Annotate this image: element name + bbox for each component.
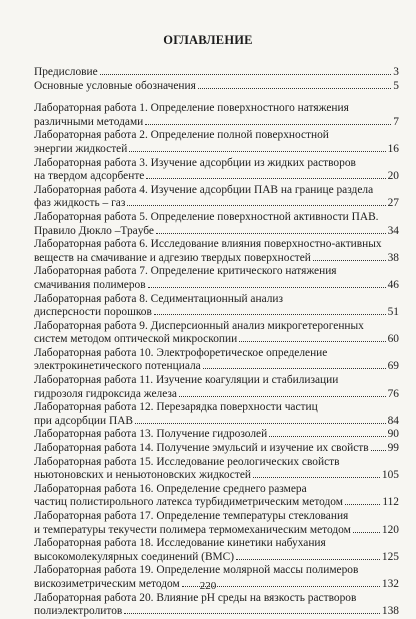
toc-entry-last-line	[34, 252, 399, 266]
toc-entry-title-line: Основные условные обозначения	[34, 79, 196, 92]
toc-entry-last-line	[34, 143, 399, 157]
toc-entry-title-line: Лабораторная работа 12. Перезарядка поверхности частиц	[34, 401, 318, 414]
toc-entry-page-number: 34	[387, 224, 399, 237]
toc-entry-title-line: Лабораторная работа 10. Электрофоретическое определение	[34, 346, 328, 359]
toc-entry-title-line: Лабораторная работа 6. Исследование влияния поверхностно-активных	[34, 238, 382, 251]
toc-entry[interactable]	[34, 510, 399, 537]
dot-leader	[236, 559, 380, 560]
toc-entry-title-line: смачивания полимеров	[34, 278, 146, 291]
dot-leader	[253, 477, 380, 478]
toc-entry-last-line	[34, 197, 399, 211]
toc-entry-title-line: Лабораторная работа 4. Изучение адсорбции ПАВ на границе раздела	[34, 183, 374, 196]
table-of-contents	[34, 66, 399, 619]
toc-entry-title-line: частиц полистирольного латекса турбидиметрическим методом	[34, 496, 343, 509]
toc-entry[interactable]	[34, 102, 399, 129]
dot-leader	[124, 613, 380, 614]
toc-entry-page-number: 112	[382, 496, 399, 509]
toc-entry-page-number: 76	[387, 387, 399, 400]
toc-entry-title-line: Лабораторная работа 8. Седиментационный анализ	[34, 292, 284, 305]
toc-entry[interactable]	[34, 374, 399, 401]
toc-entry[interactable]	[34, 238, 399, 265]
toc-entry-title-line: Лабораторная работа 14. Получение эмульсий и изучение их свойств	[34, 442, 369, 455]
toc-entry-title-line: гидрозоля гидроксида железа	[34, 387, 177, 400]
toc-entry-title-line: на твердом адсорбенте	[34, 170, 145, 183]
toc-entry-title-line: вискозиметрическим методом	[34, 577, 180, 590]
toc-entry[interactable]	[34, 293, 399, 320]
toc-entry-page-number: 3	[393, 66, 399, 78]
toc-entry-title-line: Лабораторная работа 18. Исследование кинетики набухания	[34, 537, 326, 550]
dot-leader	[146, 178, 385, 179]
toc-entry-title-line: Лабораторная работа 17. Определение температуры стеклования	[34, 510, 349, 522]
toc-entry-title-line: и температуры текучести полимера термомеханическим методом	[34, 523, 351, 536]
toc-entry-last-line	[34, 469, 399, 483]
dot-leader	[239, 341, 385, 342]
toc-entry-page-number: 38	[387, 251, 399, 264]
toc-entry-page-number: 20	[387, 170, 399, 183]
toc-entry-last-line	[34, 333, 399, 347]
dot-leader	[313, 260, 386, 261]
toc-entry-page-number: 69	[387, 360, 399, 373]
toc-entry-page-number: 125	[381, 550, 399, 563]
toc-entry-last-line	[34, 551, 399, 565]
dot-leader	[148, 287, 386, 288]
toc-entry-title-line: высокомолекулярных соединений (ВМС)	[34, 550, 235, 563]
toc-entry-title-line: Лабораторная работа 3. Изучение адсорбции из жидких растворов	[34, 156, 356, 169]
dot-leader	[269, 436, 385, 437]
toc-entry-page-number: 16	[387, 142, 399, 155]
toc-entry[interactable]	[34, 428, 399, 442]
toc-entry-title-line: Лабораторная работа 2. Определение полной поверхностной	[34, 129, 329, 142]
toc-entry-last-line	[34, 279, 399, 293]
toc-entry-title-line: веществ на смачивание и адгезию твердых поверхностей	[34, 251, 311, 264]
dot-leader	[353, 532, 380, 533]
toc-entry-last-line	[34, 80, 399, 94]
toc-entry[interactable]	[34, 592, 399, 619]
toc-entry-title-line: Лабораторная работа 16. Определение среднего размера	[34, 482, 307, 495]
toc-entry-title-line: энергии жидкостей	[34, 142, 128, 155]
toc-entry-title-line: Лабораторная работа 13. Получение гидрозолей	[34, 428, 268, 441]
toc-entry-page-number: 27	[387, 197, 399, 210]
dot-leader	[203, 368, 386, 369]
toc-entry-last-line	[34, 388, 399, 402]
toc-entry[interactable]	[34, 320, 399, 347]
toc-entry-title-line: полиэлектролитов	[34, 605, 123, 618]
dot-leader	[345, 504, 380, 505]
toc-entry[interactable]	[34, 184, 399, 211]
dot-leader	[198, 88, 391, 89]
toc-entry-page-number: 120	[381, 523, 399, 536]
toc-entry-title-line: Лабораторная работа 9. Дисперсионный анализ микрогетерогенных	[34, 319, 364, 332]
toc-entry-title-line: Правило Дюкло –Трaубе	[34, 224, 154, 237]
dot-leader	[371, 450, 386, 451]
dot-leader	[100, 74, 392, 75]
dot-leader	[127, 205, 385, 206]
toc-entry-page-number: 7	[393, 115, 399, 128]
toc-entry-title-line: различными методами	[34, 115, 144, 128]
toc-entry[interactable]	[34, 347, 399, 374]
toc-entry-last-line	[34, 225, 399, 239]
toc-entry-page-number: 46	[387, 278, 399, 291]
toc-entry-last-line	[34, 116, 399, 130]
toc-entry[interactable]	[34, 211, 399, 238]
toc-entry-title-line: Лабораторная работа 15. Исследование реологических свойств	[34, 455, 340, 468]
toc-entry-title-line: при адсорбции ПАВ	[34, 414, 134, 427]
toc-entry[interactable]	[34, 157, 399, 184]
toc-entry[interactable]	[34, 537, 399, 564]
toc-entry[interactable]	[34, 80, 399, 94]
dot-leader	[156, 233, 386, 234]
dot-leader	[129, 151, 385, 152]
toc-entry-title-line: Лабораторная работа 5. Определение поверхностной активности ПАВ.	[34, 210, 379, 223]
dot-leader	[179, 396, 386, 397]
toc-entry-last-line	[34, 496, 399, 510]
toc-entry[interactable]	[34, 442, 399, 456]
toc-entry-page-number: 60	[387, 333, 399, 346]
dot-leader	[135, 423, 386, 424]
toc-entry[interactable]	[34, 401, 399, 428]
toc-entry-page-number: 5	[393, 79, 399, 92]
page-title: ОГЛАВЛЕНИЕ	[163, 33, 253, 47]
toc-entry-page-number: 84	[387, 414, 399, 427]
toc-entry-title-line: Лабораторная работа 7. Определение критического натяжения	[34, 265, 337, 278]
toc-entry-page-number: 138	[381, 605, 399, 618]
toc-entry-title-line: фаз жидкость – газ	[34, 197, 126, 210]
toc-entry-page-number: 90	[387, 428, 399, 441]
toc-entry-last-line	[34, 524, 399, 538]
toc-entry-page-number: 105	[381, 469, 399, 482]
toc-entry-title-line: Лабораторная работа 1. Определение поверхностного натяжения	[34, 102, 349, 115]
page-number: 220	[199, 580, 217, 592]
toc-entry[interactable]	[34, 456, 399, 483]
toc-entry-title-line: систем методом оптической микроскопии	[34, 333, 238, 346]
toc-entry-page-number: 132	[381, 577, 399, 590]
toc-entry-title-line: Лабораторная работа 11. Изучение коагуляции и стабилизации	[34, 374, 339, 387]
toc-entry-last-line	[34, 428, 399, 442]
toc-entry[interactable]	[34, 265, 399, 292]
toc-entry-page-number: 51	[387, 306, 399, 319]
toc-entry-title-line: ньютоновских и неньютоновских жидкостей	[34, 469, 251, 482]
toc-entry-last-line	[34, 360, 399, 374]
toc-entry-last-line	[34, 170, 399, 184]
toc-entry-last-line	[34, 306, 399, 320]
toc-entry-last-line	[34, 415, 399, 429]
toc-entry[interactable]	[34, 483, 399, 510]
toc-entry-title-line: электрокинетического потенциала	[34, 360, 201, 373]
toc-entry-title-line: Лабораторная работа 20. Влияние рН среды на вязкость растворов	[34, 591, 357, 604]
toc-entry-title-line: Предисловие	[34, 66, 98, 78]
toc-entry-last-line	[34, 66, 399, 80]
toc-entry-page-number: 99	[387, 442, 399, 455]
toc-entry-title-line: Лабораторная работа 19. Определение молярной массы полимеров	[34, 564, 359, 577]
toc-entry-last-line	[34, 442, 399, 456]
toc-entry[interactable]	[34, 66, 399, 80]
toc-entry-title-line: дисперсности порошков	[34, 306, 152, 319]
dot-leader	[154, 314, 386, 315]
dot-leader	[145, 124, 391, 125]
toc-entry[interactable]	[34, 129, 399, 156]
